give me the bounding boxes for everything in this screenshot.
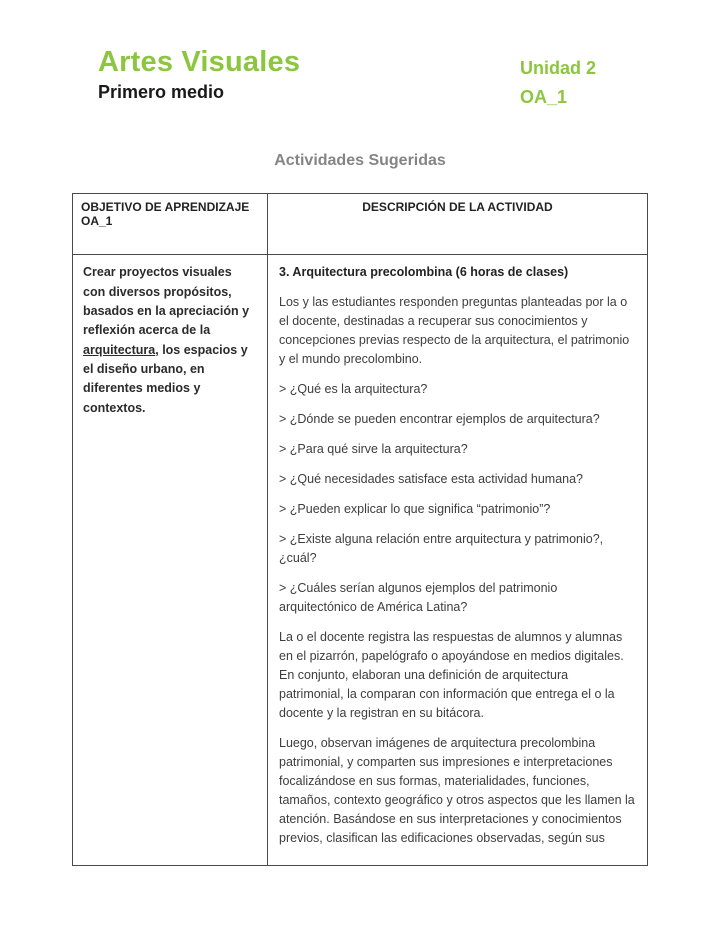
activity-heading: 3. Arquitectura precolombina (6 horas de clases)	[279, 265, 569, 280]
question-item: > ¿Pueden explicar lo que significa “patrimonio”?	[279, 502, 551, 517]
unit-label: Unidad 2	[519, 58, 596, 78]
question-item: > ¿Cuáles serían algunos ejemplos del patrimonio arquitectónico de América Latina?	[279, 581, 558, 615]
question-item: > ¿Qué es la arquitectura?	[279, 382, 428, 397]
header-left-block	[98, 46, 300, 103]
question-item: > ¿Para qué sirve la arquitectura?	[279, 442, 468, 457]
section-title: Actividades Sugeridas	[274, 152, 446, 170]
objective-text-before: Crear proyectos visuales con diversos propósitos, basados en la apreciación y reflexión acerca de la	[83, 265, 250, 338]
activity-paragraph: Luego, observan imágenes de arquitectura precolombina patrimonial, y comparten sus impresiones e interpretaciones focalizándose en sus formas, materialidades, funciones, tamaños, contexto geográfico y otros aspectos que les llamen la atención. Basándose en sus interpretaciones y conocimientos previos, clasifican las edificaciones observadas, según sus	[279, 736, 635, 846]
activity-intro-paragraph: Los y las estudiantes responden preguntas planteadas por la o el docente, destinadas a recuperar sus conocimientos y concepciones previas respecto de la arquitectura, el patrimonio y el mundo precolombino.	[279, 295, 630, 367]
activities-table	[72, 193, 648, 866]
document-subtitle: Primero medio	[98, 82, 225, 103]
objective-underlined-term: arquitectura	[83, 342, 156, 357]
question-item: > ¿Existe alguna relación entre arquitectura y patrimonio?, ¿cuál?	[279, 532, 604, 566]
table-body-row	[73, 255, 648, 866]
question-item: > ¿Dónde se pueden encontrar ejemplos de arquitectura?	[279, 412, 600, 427]
description-cell	[268, 255, 648, 866]
question-item: > ¿Qué necesidades satisface esta actividad humana?	[279, 472, 584, 487]
header-right-block	[520, 58, 596, 108]
description-column-header: DESCRIPCIÓN DE LA ACTIVIDAD	[268, 194, 648, 255]
objective-text-after: , los espacios y el diseño urbano, en diferentes medios y contextos.	[83, 342, 248, 415]
table-header-row	[73, 194, 648, 255]
objective-cell	[73, 255, 268, 866]
document-title: Artes Visuales	[98, 46, 301, 78]
document-header	[72, 46, 648, 108]
activity-paragraph: La o el docente registra las respuestas de alumnos y alumnas en el pizarrón, papelógrafo o apoyándose en medios digitales. En conjunto, elaboran una definición de arquitectura patrimonial, la comparan con información que entrega el o la docente y la registran en su bitácora.	[279, 630, 624, 721]
oa-label: OA_1	[519, 86, 568, 107]
objective-column-header: OBJETIVO DE APRENDIZAJE OA_1	[73, 194, 268, 255]
